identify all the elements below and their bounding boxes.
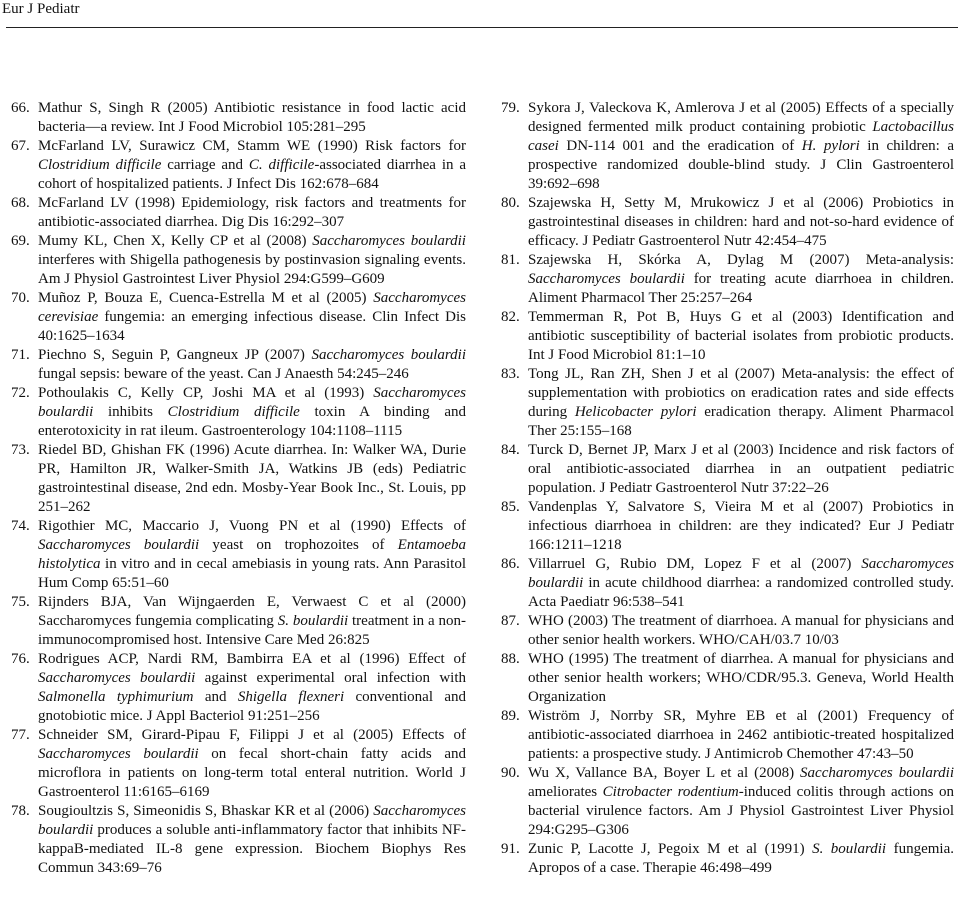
reference-number: 73.: [11, 442, 30, 458]
reference-entry: [501, 650, 954, 707]
reference-text-segment: WHO (2003) The treatment of diarrhoea. A manual for physicians and other senior health workers. WHO/CAH/03.7 10/03: [528, 613, 954, 648]
reference-text: [38, 651, 466, 724]
running-header: [0, 0, 960, 22]
reference-entry: [501, 441, 954, 498]
reference-text-segment: in children: a prospective randomized double-blind study. J Clin Gastroenterol 39:692–698: [528, 138, 954, 192]
reference-text-segment: Schneider SM, Girard-Pipau F, Filippi J et al (2005) Effects of: [38, 727, 466, 743]
reference-text-segment: Riedel BD, Ghishan FK (1996) Acute diarrhea. In: Walker WA, Durie PR, Hamilton JR, Walker-Smith JA, Watkins JB (eds) Pediatric gastrointestinal disease, 2nd edn. Mosby-Year Book Inc., St. Louis, pp 251–262: [38, 442, 466, 515]
reference-number: 79.: [501, 100, 520, 116]
reference-text: [528, 442, 954, 496]
italic-term: Saccharomyces cerevisiae: [38, 290, 466, 325]
reference-text-segment: Sykora J, Valeckova K, Amlerova J et al (2005) Effects of a specially designed fermented milk product containing probiotic: [528, 100, 954, 135]
references-right-column: [501, 99, 954, 878]
reference-text-segment: Vandenplas Y, Salvatore S, Vieira M et al (2007) Probiotics in infectious diarrhoea in children: are they indicated? Eur J Pediatr 166:1211–1218: [528, 499, 954, 553]
reference-number: 75.: [11, 594, 30, 610]
reference-number: 86.: [501, 556, 520, 572]
reference-entry: [501, 194, 954, 251]
reference-text-segment: fungal sepsis: beware of the yeast. Can J Anaesth 54:245–246: [38, 366, 409, 382]
italic-term: Lactobacillus casei: [528, 119, 954, 154]
reference-text-segment: against experimental oral infection with: [195, 670, 466, 686]
reference-text: [38, 594, 466, 648]
italic-term: Saccharomyces boulardii: [312, 233, 466, 249]
reference-number: 67.: [11, 138, 30, 154]
reference-entry: [11, 650, 466, 726]
reference-text-segment: Szajewska H, Skórka A, Dylag M (2007) Meta-analysis:: [528, 252, 954, 268]
reference-text-segment: fungemia: an emerging infectious disease. Clin Infect Dis 40:1625–1634: [38, 309, 466, 344]
reference-entry: [11, 194, 466, 232]
reference-entry: [11, 802, 466, 878]
reference-text: [38, 100, 466, 135]
italic-term: H. pylori: [801, 138, 860, 154]
reference-number: 82.: [501, 309, 520, 325]
reference-text-segment: Muñoz P, Bouza E, Cuenca-Estrella M et al (2005): [38, 290, 374, 306]
italic-term: Saccharomyces boulardii: [38, 746, 199, 762]
reference-entry: [501, 308, 954, 365]
reference-number: 69.: [11, 233, 30, 249]
reference-number: 70.: [11, 290, 30, 306]
reference-text-segment: Rodrigues ACP, Nardi RM, Bambirra EA et al (1996) Effect of: [38, 651, 466, 667]
reference-text-segment: yeast on trophozoites of: [199, 537, 398, 553]
reference-text-segment: produces a soluble anti-inflammatory factor that inhibits NF-kappaB-mediated IL-8 gene expression. Biochem Biophys Res Commun 343:69–76: [38, 822, 466, 876]
reference-number: 81.: [501, 252, 520, 268]
reference-entry: [11, 441, 466, 517]
reference-text-segment: Villarruel G, Rubio DM, Lopez F et al (2007): [528, 556, 862, 572]
reference-text-segment: in acute childhood diarrhea: a randomized controlled study. Acta Paediatr 96:538–541: [528, 575, 954, 610]
reference-text-segment: -associated diarrhea in a cohort of hospitalized patients. J Infect Dis 162:678–684: [38, 157, 467, 192]
reference-entry: [501, 555, 954, 612]
reference-text-segment: carriage and: [161, 157, 249, 173]
italic-term: Citrobacter rodentium: [602, 784, 739, 800]
journal-name: Eur J Pediatr: [2, 1, 80, 17]
references-left-column: [11, 99, 466, 878]
reference-text: [528, 100, 954, 192]
reference-text-segment: Mathur S, Singh R (2005) Antibiotic resistance in food lactic acid bacteria—a review. Int J Food Microbiol 105:281–295: [38, 100, 466, 135]
reference-text-segment: Wu X, Vallance BA, Boyer L et al (2008): [528, 765, 801, 781]
reference-number: 72.: [11, 385, 30, 401]
reference-number: 91.: [501, 841, 520, 857]
reference-text: [38, 347, 466, 382]
reference-entry: [11, 726, 466, 802]
reference-text-segment: Wiström J, Norrby SR, Myhre EB et al (2001) Frequency of antibiotic-associated diarrhoea in 2462 antibiotic-treated hospitalized patients: a prospective study. J Antimicrob Chemother 47:43–50: [528, 708, 954, 762]
reference-text-segment: WHO (1995) The treatment of diarrhea. A manual for physicians and other senior health workers; WHO/CDR/95.3. Geneva, World Health Organization: [528, 651, 954, 705]
reference-entry: [501, 99, 954, 194]
reference-text: [528, 651, 954, 705]
reference-text-segment: in vitro and in cecal amebiasis in young rats. Ann Parasitol Hum Comp 65:51–60: [38, 556, 466, 591]
reference-entry: [11, 593, 466, 650]
reference-entry: [11, 99, 466, 137]
reference-text: [38, 442, 466, 515]
reference-text: [528, 366, 954, 439]
reference-text-segment: McFarland LV (1998) Epidemiology, risk factors and treatments for antibiotic-associated diarrhea. Dig Dis 16:292–307: [38, 195, 466, 230]
reference-text-segment: DN-114 001 and the eradication of: [558, 138, 802, 154]
reference-entry: [11, 384, 466, 441]
reference-text: [528, 195, 954, 249]
reference-entry: [11, 346, 466, 384]
reference-text-segment: on fecal short-chain fatty acids and microflora in patients on long-term total enteral nutrition. World J Gastroenterol 11:6165–6169: [38, 746, 466, 800]
reference-text: [528, 841, 954, 876]
reference-text: [38, 290, 466, 344]
reference-number: 74.: [11, 518, 30, 534]
reference-number: 89.: [501, 708, 520, 724]
reference-text-segment: Piechno S, Seguin P, Gangneux JP (2007): [38, 347, 312, 363]
reference-entry: [11, 232, 466, 289]
italic-term: Clostridium difficile: [38, 157, 162, 173]
header-rule: [6, 27, 958, 28]
reference-text: [38, 518, 466, 591]
reference-number: 76.: [11, 651, 30, 667]
reference-entry: [11, 289, 466, 346]
reference-text: [38, 803, 466, 876]
italic-term: Entamoeba histolytica: [38, 537, 466, 572]
reference-entry: [501, 365, 954, 441]
reference-number: 84.: [501, 442, 520, 458]
reference-text: [38, 138, 466, 192]
reference-entry: [501, 764, 954, 840]
reference-text: [528, 708, 954, 762]
italic-term: Saccharomyces boulardii: [38, 537, 200, 553]
reference-text-segment: inhibits: [93, 404, 168, 420]
reference-text-segment: Rijnders BJA, Van Wijngaerden E, Verwaest C et al (2000) Saccharomyces fungemia complicating: [38, 594, 466, 629]
italic-term: Clostridium difficile: [167, 404, 300, 420]
reference-text-segment: and: [193, 689, 238, 705]
reference-text-segment: Sougioultzis S, Simeonidis S, Bhaskar KR et al (2006): [38, 803, 374, 819]
reference-entry: [501, 707, 954, 764]
italic-term: Saccharomyces boulardii: [38, 670, 196, 686]
italic-term: Saccharomyces boulardii: [528, 556, 954, 591]
reference-text-segment: Pothoulakis C, Kelly CP, Joshi MA et al (1993): [38, 385, 374, 401]
reference-number: 78.: [11, 803, 30, 819]
reference-text-segment: ameliorates: [528, 784, 603, 800]
reference-number: 80.: [501, 195, 520, 211]
italic-term: Saccharomyces boulardii: [38, 803, 466, 838]
reference-number: 85.: [501, 499, 520, 515]
reference-text-segment: eradication therapy. Aliment Pharmacol Ther 25:155–168: [528, 404, 954, 439]
reference-number: 88.: [501, 651, 520, 667]
reference-number: 77.: [11, 727, 30, 743]
italic-term: Salmonella typhimurium: [38, 689, 194, 705]
italic-term: Saccharomyces boulardii: [800, 765, 955, 781]
reference-text: [38, 385, 466, 439]
reference-number: 71.: [11, 347, 30, 363]
reference-text-segment: McFarland LV, Surawicz CM, Stamm WE (1990) Risk factors for: [38, 138, 466, 154]
reference-text-segment: Zunic P, Lacotte J, Pegoix M et al (1991): [528, 841, 813, 857]
reference-text: [528, 765, 954, 838]
reference-text-segment: Mumy KL, Chen X, Kelly CP et al (2008): [38, 233, 313, 249]
reference-number: 83.: [501, 366, 520, 382]
reference-text: [38, 727, 466, 800]
reference-text-segment: treatment in a non-immunocompromised host. Intensive Care Med 26:825: [38, 613, 466, 648]
reference-number: 66.: [11, 100, 30, 116]
reference-entry: [11, 137, 466, 194]
reference-text-segment: -induced colitis through actions on bacterial virulence factors. Am J Physiol Gastrointest Liver Physiol 294:G295–G306: [528, 784, 955, 838]
reference-entry: [11, 517, 466, 593]
reference-text: [528, 309, 954, 363]
reference-text: [528, 613, 954, 648]
reference-text: [38, 233, 466, 287]
reference-text-segment: fungemia. Apropos of a case. Therapie 46:498–499: [528, 841, 954, 876]
italic-term: Helicobacter pylori: [574, 404, 697, 420]
reference-text-segment: conventional and gnotobiotic mice. J Appl Bacteriol 91:251–256: [38, 689, 466, 724]
italic-term: S. boulardii: [812, 841, 887, 857]
reference-text-segment: Turck D, Bernet JP, Marx J et al (2003) Incidence and risk factors of oral antibiotic-associated diarrhea in an outpatient pediatric population. J Pediatr Gastroenterol Nutr 37:22–26: [528, 442, 954, 496]
reference-text-segment: Temmerman R, Pot B, Huys G et al (2003) Identification and antibiotic susceptibility of bacterial isolates from probiotic products. Int J Food Microbiol 81:1–10: [528, 309, 954, 363]
reference-text-segment: Tong JL, Ran ZH, Shen J et al (2007) Meta-analysis: the effect of supplementation with probiotics on eradication rates and side effects during: [528, 366, 954, 420]
italic-term: Saccharomyces boulardii: [528, 271, 685, 287]
reference-entry: [501, 612, 954, 650]
reference-text-segment: Rigothier MC, Maccario J, Vuong PN et al (1990) Effects of: [38, 518, 466, 534]
reference-text-segment: toxin A binding and enterotoxicity in rat ileum. Gastroenterology 104:1108–1115: [38, 404, 466, 439]
reference-text: [528, 556, 954, 610]
italic-term: Saccharomyces boulardii: [311, 347, 466, 363]
reference-text-segment: Szajewska H, Setty M, Mrukowicz J et al (2006) Probiotics in gastrointestinal diseases in children: hard and not-so-hard evidence of efficacy. J Pediatr Gastroenterol Nutr 42:454–475: [528, 195, 954, 249]
reference-entry: [501, 498, 954, 555]
reference-entry: [501, 251, 954, 308]
italic-term: Saccharomyces boulardii: [38, 385, 466, 420]
italic-term: C. difficile: [248, 157, 315, 173]
reference-number: 68.: [11, 195, 30, 211]
reference-text-segment: interferes with Shigella pathogenesis by postinvasion signaling events. Am J Physiol Gastrointest Liver Physiol 294:G599–G609: [38, 252, 466, 287]
italic-term: S. boulardii: [277, 613, 349, 629]
reference-text: [528, 499, 954, 553]
italic-term: Shigella flexneri: [237, 689, 345, 705]
reference-text: [38, 195, 466, 230]
reference-number: 87.: [501, 613, 520, 629]
reference-text-segment: for treating acute diarrhoea in children. Aliment Pharmacol Ther 25:257–264: [528, 271, 954, 306]
reference-number: 90.: [501, 765, 520, 781]
reference-text: [528, 252, 954, 306]
reference-entry: [501, 840, 954, 878]
